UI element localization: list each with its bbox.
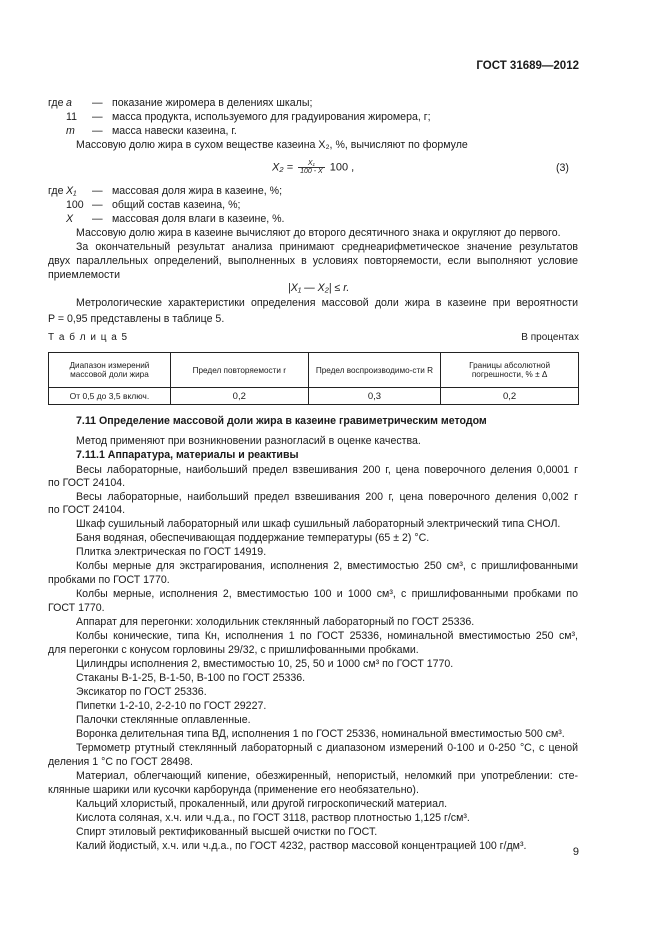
formula-number: (3) bbox=[556, 162, 569, 174]
list-line: Кислота соляная, х.ч. или ч.д.а., по ГОСТ 3118, раствор плотностью 1,125 г/см³. bbox=[76, 812, 470, 824]
paragraph: приемлемости bbox=[48, 269, 121, 281]
where-dash: — bbox=[92, 97, 103, 109]
where-text: масса продукта, используемого для градуирования жиромера, г; bbox=[112, 111, 431, 123]
formula-fraction bbox=[298, 160, 325, 175]
paragraph: Массовую долю жира в казеине вычисляют до второго десятичного знака и округляют до первого. bbox=[76, 227, 561, 239]
list-line: Палочки стеклянные оплавленные. bbox=[76, 714, 251, 726]
table-units: В процентах bbox=[521, 332, 579, 343]
document-code: ГОСТ 31689—2012 bbox=[476, 60, 579, 72]
formula-numerator: X₁ bbox=[298, 160, 325, 168]
list-line: Весы лабораторные, наибольший предел взвешивания 200 г, цена поверочного деления 0,002 г bbox=[76, 491, 578, 503]
where-dash: — bbox=[92, 185, 103, 197]
where-symbol: X bbox=[66, 213, 74, 225]
paragraph: Метрологические характеристики определения массовой доли жира в казеине при вероятности bbox=[76, 297, 578, 309]
list-line: Колбы мерные для экстрагирования, исполнения 2, вместимостью 250 см³, с пришлифованными bbox=[76, 560, 578, 572]
formula-3 bbox=[272, 160, 354, 175]
list-line: клянные шарики или кусочки карборунда (применение его необязательно). bbox=[48, 784, 419, 796]
data-table bbox=[48, 352, 579, 405]
where-symbol: 100 bbox=[66, 199, 84, 211]
where-dash: — bbox=[92, 111, 103, 123]
paragraph: двух параллельных определений, выполненных в условиях повторяемости, если выполняют условие bbox=[48, 255, 578, 267]
paragraph: P = 0,95 представлены в таблице 5. bbox=[48, 313, 225, 325]
list-line: Пипетки 1-2-10, 2-2-10 по ГОСТ 29227. bbox=[76, 700, 267, 712]
where-text: масса навески казеина, г. bbox=[112, 125, 237, 137]
table-cell: 0,2 bbox=[170, 388, 308, 405]
where-dash: — bbox=[92, 199, 103, 211]
list-line: ГОСТ 1770. bbox=[48, 602, 105, 614]
table-header-cell: Границы абсолютной погрешности, % ± Δ bbox=[441, 353, 579, 388]
formula-intro: Массовую долю жира в сухом веществе казеина X₂, %, вычисляют по формуле bbox=[76, 139, 468, 151]
where-lead: где bbox=[48, 185, 64, 197]
list-line: Эксикатор по ГОСТ 25336. bbox=[76, 686, 207, 698]
list-line: Колбы мерные, исполнения 2, вместимостью 100 и 1000 см³, с пришлифованными пробками по bbox=[76, 588, 578, 600]
list-line: Воронка делительная типа ВД, исполнения 1 по ГОСТ 25336, номинальной вместимостью 500 см³. bbox=[76, 728, 565, 740]
where-text: показание жиромера в делениях шкалы; bbox=[112, 97, 313, 109]
where-symbol: 11 bbox=[66, 111, 77, 123]
paragraph: За окончательный результат анализа принимают среднеарифметическое значение результатов bbox=[76, 241, 578, 253]
where-symbol: a bbox=[66, 97, 72, 109]
page-number: 9 bbox=[572, 846, 579, 858]
where-dash: — bbox=[92, 213, 103, 225]
formula-tail: 100 , bbox=[329, 161, 355, 174]
list-line: Спирт этиловый ректификованный высшей очистки по ГОСТ. bbox=[76, 826, 378, 838]
where-text: массовая доля влаги в казеине, %. bbox=[112, 213, 285, 225]
list-line: Аппарат для перегонки: холодильник стеклянный лабораторный по ГОСТ 25336. bbox=[76, 616, 475, 628]
list-line: Шкаф сушильный лабораторный или шкаф сушильный лабораторный электрический типа СНОЛ. bbox=[76, 518, 561, 530]
list-line: Калий йодистый, х.ч. или ч.д.а., по ГОСТ 4232, раствор массовой концентрацией 100 г/дм³. bbox=[76, 840, 527, 852]
list-line: для перегонки с конусом горловины 29/32, с пришлифованными пробками. bbox=[48, 644, 419, 656]
list-line: Цилиндры исполнения 2, вместимостью 10, 25, 50 и 1000 см³ по ГОСТ 1770. bbox=[76, 658, 454, 670]
list-line: Материал, облегчающий кипение, обезжиренный, непористый, неломкий при употреблении: сте- bbox=[76, 770, 578, 782]
list-line: по ГОСТ 24104. bbox=[48, 477, 126, 489]
list-line: Плитка электрическая по ГОСТ 14919. bbox=[76, 546, 267, 558]
list-line: Стаканы В-1-25, В-1-50, В-100 по ГОСТ 25336. bbox=[76, 672, 306, 684]
table-cell: От 0,5 до 3,5 включ. bbox=[49, 388, 171, 405]
list-line: Термометр ртутный стеклянный лабораторный с диапазоном измерений 0-100 и 0-250 °С, с ценой bbox=[76, 742, 578, 754]
table-cell: 0,2 bbox=[441, 388, 579, 405]
acceptance-condition: |X₁ — X₂| ≤ r. bbox=[288, 282, 350, 294]
where-lead: где bbox=[48, 97, 64, 109]
section-title: 7.11 Определение массовой доли жира в казеине гравиметрическим методом bbox=[76, 415, 487, 427]
list-line: пробками по ГОСТ 1770. bbox=[48, 574, 170, 586]
table-row bbox=[49, 388, 579, 405]
where-symbol: m bbox=[66, 125, 75, 137]
where-text: общий состав казеина, %; bbox=[112, 199, 241, 211]
table-header-row bbox=[49, 353, 579, 388]
table-header-cell: Предел воспроизводимо-сти R bbox=[308, 353, 441, 388]
list-line: Весы лабораторные, наибольший предел взвешивания 200 г, цена поверочного деления 0,0001 г bbox=[76, 464, 578, 476]
list-line: по ГОСТ 24104. bbox=[48, 504, 126, 516]
where-dash: — bbox=[92, 125, 103, 137]
table-cell: 0,3 bbox=[308, 388, 441, 405]
list-line: Кальций хлористый, прокаленный, или другой гигроскопический материал. bbox=[76, 798, 448, 810]
table-header-cell: Предел повторяемости r bbox=[170, 353, 308, 388]
list-line: Баня водяная, обеспечивающая поддержание температуры (65 ± 2) °С. bbox=[76, 532, 430, 544]
list-line: Колбы конические, типа Кн, исполнения 1 по ГОСТ 25336, номинальной вместимостью 250 см³, bbox=[76, 630, 578, 642]
formula-denominator: 100 - X bbox=[300, 168, 323, 175]
formula-lhs: X₂ = bbox=[272, 161, 294, 174]
paragraph: Метод применяют при возникновении разногласий в оценке качества. bbox=[76, 435, 421, 447]
where-symbol: X₁ bbox=[66, 185, 77, 197]
list-line: деления 1 °С по ГОСТ 28498. bbox=[48, 756, 193, 768]
table-header-cell: Диапазон измерений массовой доли жира bbox=[49, 353, 171, 388]
subsection-title: 7.11.1 Аппаратура, материалы и реактивы bbox=[76, 449, 299, 461]
where-text: массовая доля жира в казеине, %; bbox=[112, 185, 283, 197]
table-caption: Т а б л и ц а 5 bbox=[48, 332, 129, 343]
